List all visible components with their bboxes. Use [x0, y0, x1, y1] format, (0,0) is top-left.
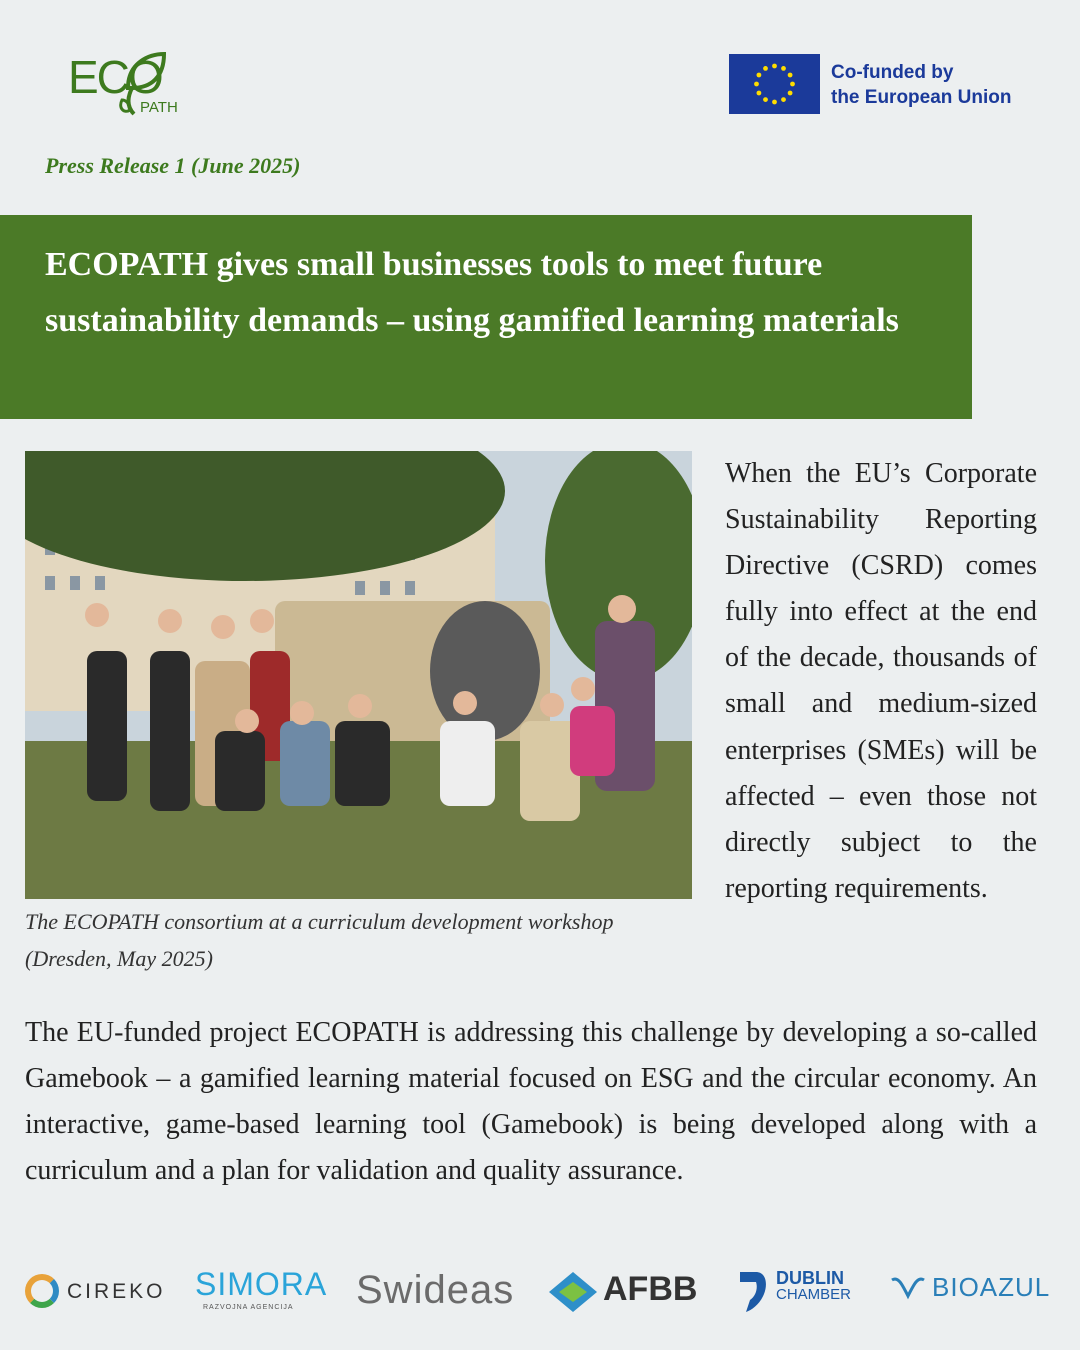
- swideas-logo: [356, 1262, 516, 1322]
- eu-flag-icon: [729, 54, 820, 114]
- cireko-ring-icon: [25, 1274, 59, 1308]
- afbb-logo: [549, 1262, 699, 1322]
- headline-banner: [0, 215, 972, 419]
- simora-subtext: RAZVOJNA AGENCIJA: [203, 1304, 294, 1311]
- eu-star-icon: [788, 73, 793, 78]
- eu-star-icon: [754, 82, 759, 87]
- logo-main-text: ECO: [68, 51, 162, 103]
- bioazul-text: BIOAZUL: [932, 1272, 1051, 1302]
- simora-logo: [195, 1262, 328, 1322]
- cireko-logo: [25, 1262, 165, 1322]
- simora-text: SIMORA: [195, 1266, 328, 1302]
- body-paragraph: The EU-funded project ECOPATH is addressing this challenge by developing a so-called Gamebook – a gamified learning material focused on ESG and the circular economy. An interactive, game-based learning tool (Gamebook) is being developed along with a curriculum and a plan for validation and quality assurance.: [25, 1017, 1037, 1187]
- dublin-line-2: CHAMBER: [776, 1286, 852, 1303]
- eu-star-icon: [772, 100, 777, 105]
- dublin-chamber-logo: [738, 1262, 868, 1322]
- cireko-text: CIREKO: [67, 1280, 166, 1303]
- dublin-mark-icon: [738, 1270, 770, 1314]
- eu-star-icon: [772, 64, 777, 69]
- photo-illustration: [25, 451, 692, 899]
- eu-star-icon: [790, 82, 795, 87]
- partner-logos: [0, 1262, 1080, 1322]
- ecopath-logo: [62, 44, 192, 124]
- bioazul-logo: [890, 1262, 1060, 1322]
- dublin-line-1: DUBLIN: [776, 1268, 844, 1288]
- headline: ECOPATH gives small businesses tools to meet future sustainability demands – using gamified learning materials: [45, 246, 899, 339]
- eu-star-icon: [788, 91, 793, 96]
- afbb-diamond-icon: [549, 1272, 597, 1312]
- intro-paragraph: When the EU’s Corporate Sustainability Reporting Directive (CSRD) comes fully into effect at the end of the decade, thousands of small and medium-sized enterprises (SMEs) will be affected – even those not directly subject to the reporting requirements.: [725, 458, 1037, 904]
- eu-text: [831, 60, 1031, 110]
- eu-star-icon: [781, 97, 786, 102]
- eu-star-icon: [781, 66, 786, 71]
- eu-cofunded-badge: [729, 54, 1029, 114]
- eu-line-1: Co-funded by: [831, 62, 954, 83]
- eu-star-icon: [757, 73, 762, 78]
- press-release-label: Press Release 1 (June 2025): [45, 153, 301, 178]
- photo-caption: The ECOPATH consortium at a curriculum development workshop (Dresden, May 2025): [25, 909, 614, 971]
- eu-star-icon: [763, 97, 768, 102]
- eu-star-icon: [763, 66, 768, 71]
- swideas-text: Swideas: [356, 1268, 515, 1312]
- consortium-photo: [25, 451, 692, 899]
- afbb-text: AFBB: [603, 1270, 698, 1308]
- eu-line-2: the European Union: [831, 87, 1012, 108]
- eu-star-icon: [757, 91, 762, 96]
- logo-sub-text: PATH: [140, 99, 178, 116]
- bioazul-wave-icon: [890, 1274, 926, 1304]
